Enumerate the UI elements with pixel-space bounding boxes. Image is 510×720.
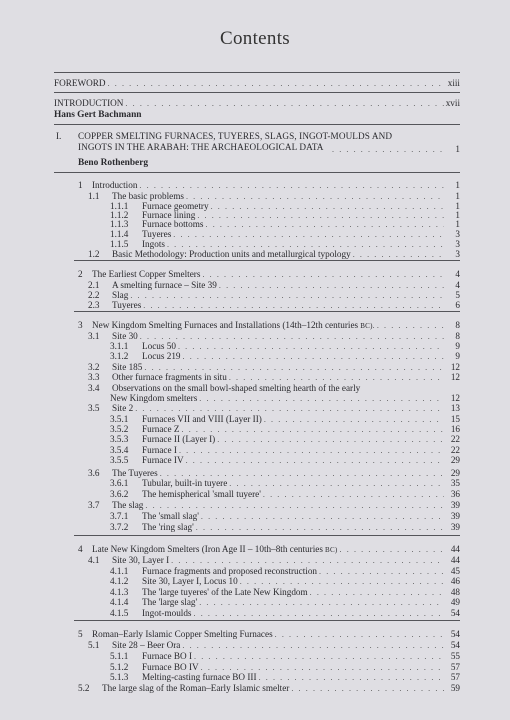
leader-dots — [229, 479, 444, 489]
entry-label: Site 30, Layer I — [112, 555, 170, 565]
divider — [74, 620, 460, 621]
entry-page: 39 — [450, 500, 460, 510]
toc-entry[interactable] — [78, 269, 460, 280]
entry-number: 3.6.2 — [110, 489, 129, 499]
divider — [54, 124, 460, 125]
leader-dots — [194, 609, 444, 619]
toc-entry[interactable] — [110, 455, 460, 466]
divider — [54, 92, 460, 93]
toc-entry[interactable] — [78, 320, 460, 331]
leader-dots — [340, 545, 444, 555]
entry-page: 39 — [450, 522, 460, 532]
entry-label: Furnace IV — [142, 455, 184, 465]
divider — [74, 260, 460, 261]
leader-dots — [135, 404, 444, 414]
entry-page: 44 — [450, 544, 460, 554]
toc-entry[interactable] — [88, 249, 460, 260]
entry-number: 1.1 — [88, 191, 100, 201]
entry-page: 3 — [455, 229, 460, 239]
entry-page: 4 — [455, 280, 460, 290]
entry-label-smallcaps: BC). — [358, 322, 375, 330]
toc-entry-introduction[interactable] — [54, 98, 460, 109]
leader-dots — [139, 181, 444, 191]
entry-page: xvii — [445, 98, 460, 108]
leader-dots — [125, 99, 443, 109]
toc-entry[interactable] — [110, 351, 460, 362]
entry-number: 3.5.4 — [110, 445, 129, 455]
entry-page: 54 — [450, 640, 460, 650]
entry-label: Furnace fragments and proposed reconstruction — [142, 566, 318, 576]
leader-dots — [353, 250, 444, 260]
leader-dots — [183, 352, 444, 362]
section-title-line: INGOTS IN THE ARABAH: THE ARCHAEOLOGICAL DATA — [78, 142, 324, 152]
entry-number: 3.5.2 — [110, 424, 129, 434]
entry-page: 6 — [455, 300, 460, 310]
entry-label: New Kingdom Smelting Furnaces and Installations (14th–12th centuries BC). — [92, 320, 375, 330]
entry-label: Tuyeres — [112, 300, 142, 310]
toc-entry[interactable] — [88, 300, 460, 311]
entry-number: 3.1.1 — [110, 341, 129, 351]
entry-label: Furnace BO IV — [142, 662, 199, 672]
page-title: Contents — [220, 28, 290, 49]
entry-number: 4.1.2 — [110, 576, 129, 586]
entry-number: 5.1.2 — [110, 662, 129, 672]
entry-label: Site 185 — [112, 362, 143, 372]
author-name: Beno Rothenberg — [78, 158, 149, 168]
leader-dots — [182, 641, 444, 651]
author-name: Hans Gert Bachmann — [54, 110, 142, 120]
entry-number: 5.2 — [78, 683, 90, 693]
entry-number: 3.5.5 — [110, 455, 129, 465]
entry-label: Melting-casting furnace BO III — [142, 672, 257, 682]
entry-number: 3.6.1 — [110, 478, 129, 488]
entry-page: 1 — [455, 201, 460, 211]
toc-entry[interactable] — [88, 640, 460, 651]
entry-page: 9 — [455, 341, 460, 351]
entry-page: 44 — [450, 555, 460, 565]
entry-page: 16 — [450, 424, 460, 434]
divider — [54, 72, 460, 73]
entry-page: 12 — [450, 372, 460, 382]
entry-label: Observations on the small bowl-shaped smelting hearth of the early — [112, 383, 361, 393]
entry-number: 4.1 — [88, 555, 100, 565]
entry-label: Locus 219 — [142, 351, 181, 361]
entry-page: 8 — [455, 320, 460, 330]
entry-number: 3.7 — [88, 500, 100, 510]
leader-dots — [332, 145, 444, 155]
entry-page: 57 — [450, 662, 460, 672]
toc-entry[interactable] — [110, 478, 460, 489]
entry-number: 3.5 — [88, 403, 100, 413]
entry-page: 3 — [455, 249, 460, 259]
entry-page: 12 — [450, 362, 460, 372]
leader-dots — [196, 523, 444, 533]
leader-dots — [377, 321, 444, 331]
entry-number: 3.1 — [88, 331, 100, 341]
entry-label: The slag — [112, 500, 144, 510]
entry-label: The basic problems — [112, 191, 184, 201]
leader-dots — [275, 630, 444, 640]
entry-label: Furnace geometry — [142, 201, 209, 211]
entry-label: The 'large tuyeres' of the Late New Kingdom — [142, 587, 308, 597]
entry-label: Roman–Early Islamic Copper Smelting Furnaces — [92, 629, 273, 639]
entry-number: 3.4 — [88, 383, 100, 393]
entry-number: 5.1 — [88, 640, 100, 650]
leader-dots — [199, 598, 444, 608]
entry-page: 22 — [450, 434, 460, 444]
entry-page: 5 — [455, 290, 460, 300]
entry-number: 1.1.1 — [110, 201, 129, 211]
entry-number: 5.1.1 — [110, 651, 129, 661]
entry-page: 48 — [450, 587, 460, 597]
toc-entry[interactable] — [110, 651, 460, 662]
entry-label: Tuyeres — [142, 229, 172, 239]
entry-page: 15 — [450, 414, 460, 424]
entry-number: 3.5.3 — [110, 434, 129, 444]
leader-dots — [240, 577, 444, 587]
toc-entry[interactable] — [78, 629, 460, 640]
entry-label: Site 2 — [112, 403, 134, 413]
leader-dots — [145, 501, 444, 511]
entry-label: The hemispherical 'small tuyere' — [142, 489, 261, 499]
entry-label: FOREWORD — [54, 78, 106, 88]
entry-page: 54 — [450, 629, 460, 639]
toc-entry[interactable] — [110, 522, 460, 533]
entry-label: The Earliest Copper Smelters — [92, 269, 201, 279]
entry-page: 9 — [455, 351, 460, 361]
entry-number: 1.2 — [88, 249, 100, 259]
entry-number: 2.2 — [88, 290, 100, 300]
entry-number: 5.1.3 — [110, 672, 129, 682]
entry-label: Slag — [112, 290, 129, 300]
entry-label: The 'ring slag' — [142, 522, 194, 532]
entry-page: 45 — [450, 566, 460, 576]
entry-label: Ingot-moulds — [142, 608, 192, 618]
toc-entry[interactable] — [78, 544, 460, 555]
leader-dots — [202, 270, 444, 280]
leader-dots — [194, 652, 444, 662]
entry-label: Furnaces VII and VIII (Layer II) — [142, 414, 262, 424]
entry-number: 2.1 — [88, 280, 100, 290]
entry-number: 3.5.1 — [110, 414, 129, 424]
entry-number: 3.6 — [88, 468, 100, 478]
entry-label: Site 28 – Beer Ora — [112, 640, 181, 650]
entry-number: 3 — [78, 320, 83, 330]
entry-label: Furnace bottoms — [142, 219, 204, 229]
entry-number: 1.1.2 — [110, 210, 129, 220]
entry-page: 55 — [450, 651, 460, 661]
entry-label: Furnace II (Layer I) — [142, 434, 216, 444]
leader-dots — [108, 79, 444, 89]
entry-number: 5 — [78, 629, 83, 639]
entry-number: 3.7.2 — [110, 522, 129, 532]
leader-dots — [217, 435, 444, 445]
divider — [54, 172, 460, 173]
divider — [74, 311, 460, 312]
entry-page: 1 — [455, 191, 460, 201]
entry-page: 22 — [450, 445, 460, 455]
toc-entry[interactable] — [88, 555, 460, 566]
entry-page: 36 — [450, 489, 460, 499]
leader-dots — [143, 301, 444, 311]
toc-entry[interactable] — [110, 576, 460, 587]
entry-page: 3 — [455, 239, 460, 249]
toc-entry-foreword[interactable] — [54, 78, 460, 89]
entry-label: Furnace lining — [142, 210, 196, 220]
entry-page: 35 — [450, 478, 460, 488]
leader-dots — [259, 673, 444, 683]
entry-number: 4.1.1 — [110, 566, 129, 576]
toc-entry[interactable] — [78, 180, 460, 191]
entry-label: Ingots — [142, 239, 165, 249]
section-title-line: COPPER SMELTING FURNACES, TUYERES, SLAGS, INGOT-MOULDS AND — [78, 131, 393, 141]
entry-number: 4.1.5 — [110, 608, 129, 618]
entry-number: 4.1.4 — [110, 597, 129, 607]
entry-number: 3.1.2 — [110, 351, 129, 361]
entry-label: Furnace Z — [142, 424, 180, 434]
leader-dots — [229, 373, 444, 383]
leader-dots — [201, 512, 444, 522]
entry-label-smallcaps: BC) — [322, 546, 338, 554]
entry-page: xiii — [447, 78, 460, 88]
divider — [74, 535, 460, 536]
entry-label: Furnace I — [142, 445, 177, 455]
entry-label: Site 30 — [112, 331, 138, 341]
entry-label: Other furnace fragments in situ — [112, 372, 227, 382]
entry-number: 3.3 — [88, 372, 100, 382]
toc-entry[interactable] — [78, 683, 460, 694]
entry-label: Tubular, built-in tuyere — [142, 478, 228, 488]
toc-entry[interactable] — [110, 672, 460, 683]
entry-page: 29 — [450, 455, 460, 465]
entry-number: 4 — [78, 544, 83, 554]
entry-label: Furnace BO I — [142, 651, 193, 661]
entry-page: 13 — [450, 403, 460, 413]
toc-entry[interactable] — [88, 372, 460, 383]
toc-entry[interactable] — [110, 608, 460, 619]
toc-entry[interactable] — [88, 403, 460, 414]
entry-page: 1 — [455, 210, 460, 220]
entry-page: 54 — [450, 608, 460, 618]
entry-number: 4.1.3 — [110, 587, 129, 597]
toc-entry[interactable] — [110, 489, 460, 500]
entry-page: 59 — [450, 683, 460, 693]
entry-page: 8 — [455, 331, 460, 341]
entry-label: The 'large slag' — [142, 597, 198, 607]
entry-number: 1 — [78, 180, 83, 190]
entry-number: 1.1.4 — [110, 229, 129, 239]
entry-page: 29 — [450, 468, 460, 478]
toc-entry[interactable] — [110, 434, 460, 445]
entry-label: The large slag of the Roman–Early Islamic smelter — [102, 683, 290, 693]
entry-label: The Tuyeres — [112, 468, 158, 478]
entry-label: INTRODUCTION — [54, 98, 124, 108]
leader-dots — [291, 684, 444, 694]
entry-number: 1.1.3 — [110, 219, 129, 229]
section-page-leader — [330, 144, 460, 155]
entry-label: New Kingdom smelters — [110, 393, 198, 403]
entry-page: 39 — [450, 511, 460, 521]
entry-number: 3.7.1 — [110, 511, 129, 521]
toc-entry[interactable] — [88, 500, 460, 511]
entry-number: 3.2 — [88, 362, 100, 372]
entry-page: 1 — [455, 144, 460, 154]
toc-entry[interactable] — [110, 597, 460, 608]
entry-number: 2 — [78, 269, 83, 279]
entry-label: A smelting furnace – Site 39 — [112, 280, 217, 290]
entry-number: 1.1.5 — [110, 239, 129, 249]
entry-number: 2.3 — [88, 300, 100, 310]
entry-page: 49 — [450, 597, 460, 607]
entry-label: Basic Methodology: Production units and metallurgical typology — [112, 249, 351, 259]
entry-label: Late New Kingdom Smelters (Iron Age II – 10th–8th centuries BC) — [92, 544, 338, 554]
entry-label: The 'small slag' — [142, 511, 199, 521]
entry-label: Site 30, Layer I, Locus 10 — [142, 576, 238, 586]
entry-page: 46 — [450, 576, 460, 586]
entry-label: Introduction — [92, 180, 138, 190]
toc-entry[interactable] — [110, 511, 460, 522]
section-number: I. — [56, 131, 62, 141]
entry-page: 4 — [455, 269, 460, 279]
entry-page: 1 — [455, 219, 460, 229]
entry-page: 57 — [450, 672, 460, 682]
leader-dots — [171, 556, 444, 566]
leader-dots — [186, 456, 444, 466]
entry-page: 1 — [455, 180, 460, 190]
entry-label: Locus 50 — [142, 341, 176, 351]
leader-dots — [263, 490, 444, 500]
toc-entry[interactable] — [88, 383, 460, 393]
entry-page: 12 — [450, 393, 460, 403]
